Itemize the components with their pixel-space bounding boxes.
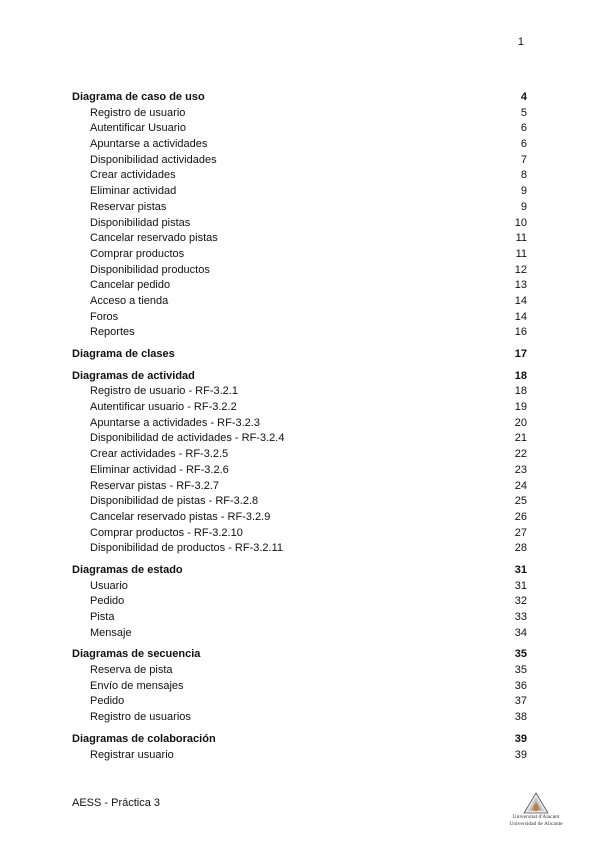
toc-entry[interactable] (72, 384, 527, 400)
toc-entry[interactable] (72, 106, 527, 122)
toc-entry-page: 9 (520, 185, 527, 198)
toc-entry-title: Registro de usuarios (90, 711, 191, 724)
toc-entry[interactable] (72, 679, 527, 695)
toc-heading[interactable] (72, 90, 527, 106)
toc-entry[interactable] (72, 278, 527, 294)
toc-entry-title: Cancelar pedido (90, 279, 171, 292)
toc-heading-page: 17 (514, 348, 527, 360)
toc-entry-page: 13 (514, 279, 527, 292)
toc-section (72, 347, 527, 363)
toc-entry-page: 11 (515, 232, 527, 245)
toc-entry-page: 26 (514, 510, 527, 523)
toc-entry-title: Disponibilidad de productos - RF-3.2.11 (90, 542, 284, 555)
toc-heading[interactable] (72, 732, 527, 748)
toc-entry-title: Comprar productos (90, 247, 185, 260)
toc-entry[interactable] (72, 416, 527, 432)
toc-entry-title: Registro de usuario - RF-3.2.1 (90, 385, 238, 398)
toc-entry-title: Disponibilidad pistas (90, 216, 191, 229)
toc-entry-title: Crear actividades (90, 169, 176, 182)
toc-entry-title: Pedido (90, 595, 125, 608)
toc-entry-page: 20 (514, 416, 527, 429)
toc-entry[interactable] (72, 168, 527, 184)
logo-text-line-2: Universidad de Alicante (509, 820, 563, 827)
toc-heading-page: 31 (514, 563, 527, 576)
toc-entry[interactable] (72, 510, 527, 526)
toc-entry-title: Eliminar actividad - RF-3.2.6 (90, 463, 229, 476)
toc-entry-title: Reservar pistas (90, 200, 167, 213)
toc-entry[interactable] (72, 663, 527, 679)
toc-entry-title: Apuntarse a actividades (90, 138, 208, 151)
toc-entry-page: 35 (514, 664, 527, 677)
toc-entry-title: Comprar productos - RF-3.2.10 (90, 526, 243, 539)
toc-heading[interactable] (72, 647, 527, 663)
toc-heading-title: Diagrama de caso de uso (72, 91, 205, 103)
toc-entry-page: 10 (514, 216, 527, 229)
toc-entry-title: Apuntarse a actividades - RF-3.2.3 (90, 416, 260, 429)
toc-entry[interactable] (72, 626, 527, 642)
toc-entry-page: 25 (514, 495, 527, 508)
toc-entry[interactable] (72, 184, 527, 200)
toc-entry[interactable] (72, 263, 527, 279)
toc-entry[interactable] (72, 294, 527, 310)
toc-entry-page: 11 (515, 247, 527, 260)
toc-heading[interactable] (72, 563, 527, 579)
toc-section (72, 90, 527, 341)
toc-entry[interactable] (72, 400, 527, 416)
toc-entry-title: Acceso a tienda (90, 294, 169, 307)
toc-section (72, 732, 527, 763)
toc-entry-page: 34 (514, 626, 527, 639)
toc-entry-page: 18 (514, 385, 527, 398)
toc-entry-title: Pista (90, 611, 115, 623)
toc-entry-title: Foros (90, 310, 119, 323)
toc-entry-title: Autentificar usuario - RF-3.2.2 (90, 401, 237, 414)
toc-heading-title: Diagramas de secuencia (72, 648, 201, 661)
toc-entry[interactable] (72, 579, 527, 595)
toc-entry-page: 5 (520, 106, 527, 119)
toc-entry-title: Mensaje (90, 626, 132, 639)
toc-section (72, 563, 527, 641)
footer-label: AESS - Práctica 3 (72, 797, 161, 809)
toc-heading[interactable] (72, 347, 527, 363)
toc-entry-title: Reserva de pista (90, 664, 173, 677)
toc-entry-title: Eliminar actividad (90, 185, 177, 198)
toc-entry[interactable] (72, 137, 527, 153)
toc-heading-title: Diagrama de clases (72, 348, 175, 360)
toc-entry[interactable] (72, 216, 527, 232)
toc-entry-page: 27 (514, 526, 527, 539)
toc-entry-page: 23 (514, 463, 527, 476)
toc-entry-title: Pedido (90, 695, 125, 708)
toc-entry-page: 14 (514, 294, 527, 307)
toc-section (72, 369, 527, 557)
toc-entry-title: Disponibilidad productos (90, 263, 210, 276)
toc-entry-title: Cancelar reservado pistas - RF-3.2.9 (90, 510, 271, 523)
toc-section (72, 647, 527, 725)
toc-entry-title: Registro de usuario (90, 106, 186, 119)
toc-entry[interactable] (72, 310, 527, 326)
toc-entry[interactable] (72, 463, 527, 479)
toc-entry[interactable] (72, 121, 527, 137)
table-of-contents (72, 90, 527, 769)
toc-entry-page: 37 (514, 695, 527, 708)
toc-entry-title: Crear actividades - RF-3.2.5 (90, 448, 229, 461)
toc-entry-title: Disponibilidad actividades (90, 153, 217, 166)
toc-entry-title: Usuario (90, 579, 128, 592)
toc-entry-page: 24 (514, 479, 527, 492)
toc-entry[interactable] (72, 153, 527, 169)
toc-entry[interactable] (72, 431, 527, 447)
toc-entry-page: 28 (514, 542, 527, 555)
toc-entry[interactable] (72, 494, 527, 510)
toc-entry-page: 8 (520, 169, 527, 182)
toc-entry-page: 9 (520, 200, 527, 213)
toc-entry[interactable] (72, 479, 527, 495)
toc-entry-page: 39 (514, 748, 527, 761)
toc-heading-title: Diagramas de actividad (72, 369, 195, 382)
toc-entry-page: 16 (514, 326, 527, 339)
toc-entry[interactable] (72, 748, 527, 764)
toc-entry-page: 21 (514, 432, 527, 445)
toc-entry-page: 31 (514, 579, 527, 592)
toc-entry-title: Envío de mensajes (90, 679, 184, 692)
toc-entry-title: Disponibilidad de actividades - RF-3.2.4 (90, 432, 285, 445)
toc-entry-title: Cancelar reservado pistas (90, 232, 218, 245)
toc-entry-title: Registrar usuario (90, 748, 174, 761)
toc-heading-title: Diagramas de colaboración (72, 732, 216, 745)
toc-entry[interactable] (72, 200, 527, 216)
toc-entry[interactable] (72, 710, 527, 726)
toc-entry[interactable] (72, 247, 527, 263)
toc-heading-page: 39 (514, 732, 527, 745)
toc-entry-page: 7 (520, 153, 527, 166)
toc-heading-page: 18 (514, 369, 527, 382)
page-number: 1 (517, 36, 524, 48)
toc-entry-page: 33 (514, 611, 527, 623)
toc-entry[interactable] (72, 526, 527, 542)
toc-entry-page: 36 (514, 679, 527, 692)
toc-entry-page: 38 (514, 711, 527, 724)
toc-entry-page: 14 (514, 310, 527, 323)
toc-heading-title: Diagramas de estado (72, 563, 183, 576)
toc-entry[interactable] (72, 325, 527, 341)
toc-entry-title: Reportes (90, 326, 135, 339)
toc-entry-page: 32 (514, 595, 527, 608)
toc-entry-page: 6 (520, 122, 527, 135)
university-logo-icon (523, 792, 549, 814)
toc-entry[interactable] (72, 694, 527, 710)
toc-entry-page: 22 (514, 448, 527, 461)
toc-heading[interactable] (72, 369, 527, 385)
toc-entry[interactable] (72, 610, 527, 626)
toc-entry-page: 6 (520, 138, 527, 151)
toc-entry-page: 19 (514, 401, 527, 414)
toc-entry[interactable] (72, 594, 527, 610)
toc-entry-title: Disponibilidad de pistas - RF-3.2.8 (90, 495, 259, 508)
toc-entry-page: 12 (514, 263, 527, 276)
toc-heading-page: 4 (520, 91, 527, 103)
toc-entry[interactable] (72, 447, 527, 463)
logo-text-line-1: Universitat d'Alacant (512, 814, 560, 820)
toc-entry-title: Autentificar Usuario (90, 122, 186, 135)
university-logo (505, 792, 567, 827)
toc-entry[interactable] (72, 541, 527, 557)
toc-entry-title: Reservar pistas - RF-3.2.7 (90, 479, 219, 492)
toc-entry[interactable] (72, 231, 527, 247)
toc-heading-page: 35 (514, 648, 527, 661)
